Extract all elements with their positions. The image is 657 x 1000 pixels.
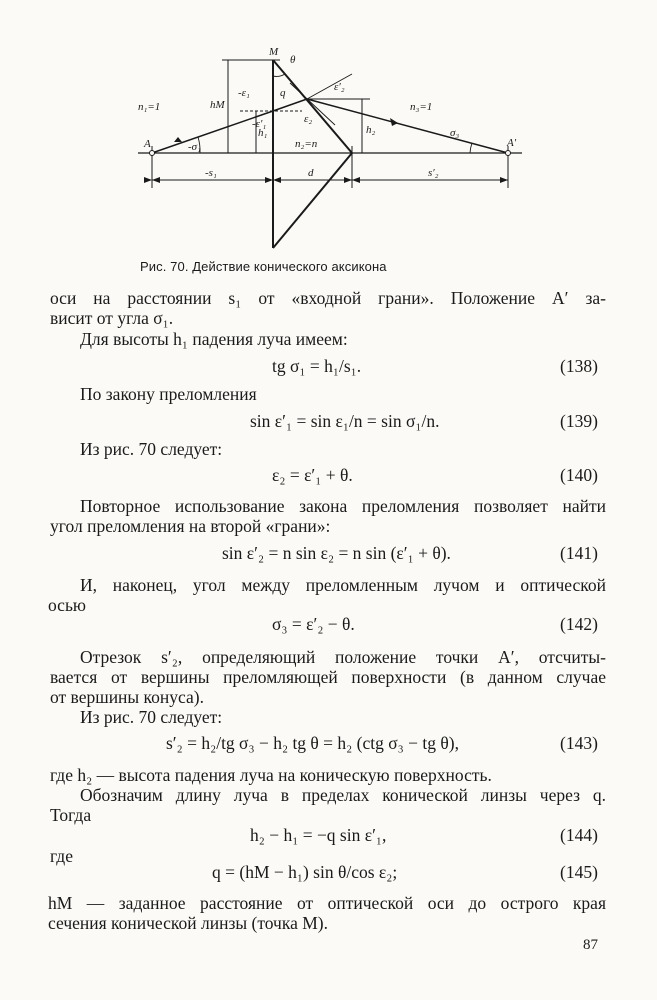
paragraph-line: И, наконец, угол между преломленным лучом и оптической	[80, 575, 606, 595]
equation-number-138: (138)	[560, 356, 598, 376]
equation-138: tg σ₁ = h₁/s₁.	[272, 356, 362, 376]
paragraph-line: Повторное использование закона преломления позволяет найти	[80, 496, 606, 516]
paragraph-line: По закону преломления	[80, 384, 257, 404]
label-eps2: ε₂	[304, 113, 313, 125]
emerging-ray	[307, 99, 508, 153]
label-M: M	[269, 46, 279, 58]
label-d: d	[308, 167, 314, 179]
label-sigma3: σ₃	[450, 127, 460, 139]
label-neg-eps1: -ε₁	[238, 87, 250, 99]
paragraph-line: где	[50, 846, 73, 866]
paragraph-line: hM — заданное расстояние от оптической оси до острого края	[48, 893, 606, 913]
label-Aprime: A′	[507, 137, 517, 149]
equation-140: ε₂ = ε′₁ + θ.	[272, 465, 353, 485]
equation-139: sin ε′₁ = sin ε₁/n = sin σ₁/n.	[250, 411, 440, 431]
paragraph-line: от вершины конуса).	[50, 687, 204, 707]
label-theta: θ	[290, 54, 296, 66]
equation-number-140: (140)	[560, 465, 598, 485]
equation-number-145: (145)	[560, 862, 598, 882]
label-q: q	[280, 87, 286, 99]
label-neg-sigma1: -σ₁	[188, 141, 201, 153]
label-h2: h₂	[366, 124, 376, 136]
equation-145: q = (hM − h₁) sin θ/cos ε₂;	[212, 862, 398, 882]
label-n2: n₂=n	[295, 138, 318, 150]
paragraph-line: где h₂ — высота падения луча на коническую поверхность.	[50, 765, 492, 785]
figure-caption: Рис. 70. Действие конического аксикона	[140, 259, 387, 274]
label-hM: hM	[210, 99, 225, 111]
equation-144: h₂ − h₁ = −q sin ε′₁,	[250, 825, 387, 845]
paragraph-line: Тогда	[50, 805, 92, 825]
paragraph-line: Обозначим длину луча в пределах конической линзы через q.	[80, 785, 606, 805]
paragraph-line: сечения конической линзы (точка M).	[48, 913, 328, 933]
paragraph-line: оси на расстоянии s₁ от «входной грани». Положение A′ за-	[50, 288, 606, 308]
equation-number-139: (139)	[560, 411, 598, 431]
paragraph-line: угол преломления на второй «грани»:	[50, 516, 331, 536]
equation-142: σ₃ = ε′₂ − θ.	[272, 614, 355, 634]
label-h1: h₁	[258, 127, 268, 139]
label-n1: n₁=1	[138, 101, 161, 113]
label-n3: n₃=1	[410, 101, 433, 113]
equation-141: sin ε′₂ = n sin ε₂ = n sin (ε′₁ + θ).	[222, 543, 451, 563]
internal-ray	[273, 99, 307, 111]
paragraph-line: вается от вершины преломляющей поверхности (в данном случае	[50, 667, 606, 687]
label-neg-eps1p: -ε′₁	[252, 118, 267, 130]
equation-number-141: (141)	[560, 543, 598, 563]
paragraph-line: осью	[48, 595, 87, 615]
equation-number-142: (142)	[560, 614, 598, 634]
label-neg-s1: -s₁	[205, 167, 217, 179]
paragraph-line: Из рис. 70 следует:	[80, 439, 223, 459]
label-eps2p: ε′₂	[334, 81, 345, 93]
equation-number-144: (144)	[560, 825, 598, 845]
paragraph-line: Отрезок s′₂, определяющий положение точки A′, отсчиты-	[80, 647, 606, 667]
label-A: A	[144, 138, 151, 150]
label-s2p: s′₂	[428, 167, 439, 179]
paragraph-line: Из рис. 70 следует:	[80, 707, 223, 727]
axicon-diagram	[130, 38, 530, 258]
page-number: 87	[583, 937, 598, 953]
paragraph-line: висит от угла σ₁.	[50, 308, 174, 328]
equation-143: s′₂ = h₂/tg σ₃ − h₂ tg θ = h₂ (ctg σ₃ − tg θ),	[166, 733, 459, 753]
paragraph-line: Для высоты h₁ падения луча имеем:	[80, 329, 348, 349]
equation-number-143: (143)	[560, 733, 598, 753]
